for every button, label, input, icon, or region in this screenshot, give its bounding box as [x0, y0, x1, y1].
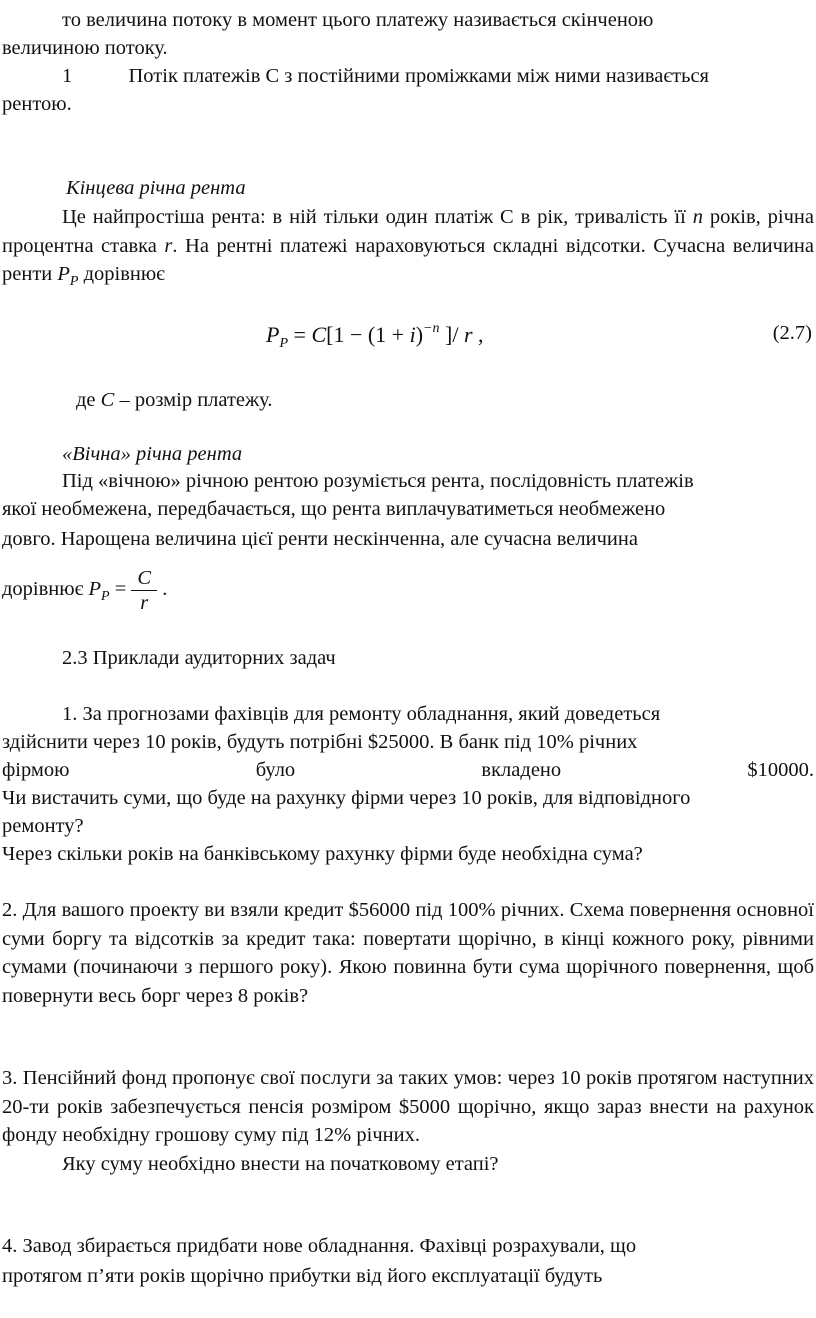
formula-close: ): [415, 322, 424, 347]
var-r: r: [164, 234, 173, 257]
task1-line-6: Через скільки років на банківському рахунку фірми буде необхідна сума?: [2, 843, 643, 865]
task4-line-1: 4. Завод збирається придбати нове обладнання. Фахівці розрахували, що: [2, 1235, 637, 1257]
intro-line-3-text: Потік платежів С з постійними проміжками між ними називається: [128, 65, 709, 87]
formula-comma: ,: [472, 322, 484, 347]
task1-line-5: ремонту?: [2, 815, 84, 837]
var-pp-sub: P: [69, 274, 79, 289]
perpetual-var-p-sub: P: [101, 589, 110, 605]
perpetual-text-a: дорівнює: [2, 578, 84, 601]
fraction-c-over-r: [131, 566, 157, 615]
formula-c: C: [311, 322, 327, 347]
task-3: 3. Пенсійний фонд пропонує свої послуги за таких умов: через 10 років протягом наступних 20-ти років забезпечується пенсія розміром $5000 щорічно, якщо зараз внести на рахунок фонду необхідну грошову суму під 12% річних.: [2, 1067, 814, 1146]
where-text-a: де: [76, 389, 96, 411]
intro-line-2: величиною потоку.: [2, 37, 168, 59]
perpetual-line-4: дорівнює $P_P$ = $\frac{C}{r}$ .: [2, 567, 168, 614]
task1-word-3: вкладено: [481, 759, 562, 781]
task4-line-2: протягом п’яти років щорічно прибутки від його експлуатації будуть: [2, 1265, 603, 1287]
final-text-b: років, річна процентна ставка: [2, 206, 814, 257]
task1-line-2: здійснити через 10 років, будуть потрібні $25000. В банк під 10% річних: [2, 731, 638, 753]
section-examples-heading: 2.3 Приклади аудиторних задач: [62, 647, 336, 669]
where-text-b: – розмір платежу.: [119, 389, 273, 411]
intro-line-1: то величина потоку в момент цього платежу називається скінченою: [62, 9, 654, 31]
where-var-c: C: [100, 389, 115, 411]
var-pp: P: [57, 263, 70, 285]
task-3-question: Яку суму необхідно внести на початковому етапі?: [62, 1153, 499, 1175]
section-final-heading: Кінцева річна рента: [66, 177, 246, 199]
formula-exponent: −n: [423, 321, 440, 336]
intro-line-3: [62, 62, 816, 90]
fraction-numerator: C: [131, 566, 157, 591]
formula-eq: =: [288, 322, 312, 347]
perpetual-line-3: довго. Нарощена величина цієї ренти нескінченна, але сучасна величина: [2, 528, 638, 550]
task1-line-4: Чи вистачить суми, що буде на рахунку фірми через 10 років, для відповідного: [2, 787, 691, 809]
formula-2-7: [266, 321, 484, 351]
section-perpetual-heading: «Вічна» річна рента: [62, 443, 243, 465]
formula-end: ]/: [439, 322, 464, 347]
task1-line-3: [2, 756, 814, 784]
final-text-d: відсотки. Сучасна величина ренти: [2, 234, 815, 285]
perpetual-text-end: .: [162, 578, 168, 601]
final-text-c: . На рентні платежі нараховуються складні: [172, 234, 559, 257]
perpetual-line-2: якої необмежена, передбачається, що рента виплачуватиметься необмежено: [2, 498, 666, 520]
task1-word-2: було: [255, 759, 296, 781]
section-final-paragraph: [2, 203, 814, 292]
formula-i: i: [409, 322, 416, 347]
formula-mid: [1 − (1 +: [326, 322, 410, 347]
intro-line-4: рентою.: [2, 93, 72, 115]
formula-p-sub: P: [279, 336, 289, 351]
final-text-e: дорівнює: [83, 263, 165, 285]
perpetual-var-p: P: [88, 578, 102, 601]
final-text-a: Це найпростіша рента: в ній тільки один платіж С в рік, тривалість її: [62, 206, 686, 228]
intro-item-number: 1: [62, 65, 73, 87]
task1-line-1: 1. За прогнозами фахівців для ремонту обладнання, який доведеться: [62, 703, 661, 725]
fraction-denominator: r: [140, 592, 149, 614]
formula-p: P: [266, 322, 280, 347]
task-2: 2. Для вашого проекту ви взяли кредит $56000 під 100% річних. Схема повернення основної суми боргу та відсотків за кредит така: повертати щорічно, в кінці кожного року, рівними сумами (починаючи з першого року). Якою повинна бути сума щорічного повернення, щоб повернути весь борг через 8 років?: [2, 899, 814, 1007]
task1-word-4: $10000.: [747, 759, 814, 781]
equation-number: (2.7): [772, 322, 812, 344]
perpetual-line-1: Під «вічною» річною рентою розуміється рента, послідовність платежів: [62, 470, 694, 492]
where-line: [76, 386, 816, 414]
var-n: n: [692, 206, 703, 228]
task1-word-1: фірмою: [2, 759, 70, 781]
formula-r: r: [463, 322, 473, 347]
